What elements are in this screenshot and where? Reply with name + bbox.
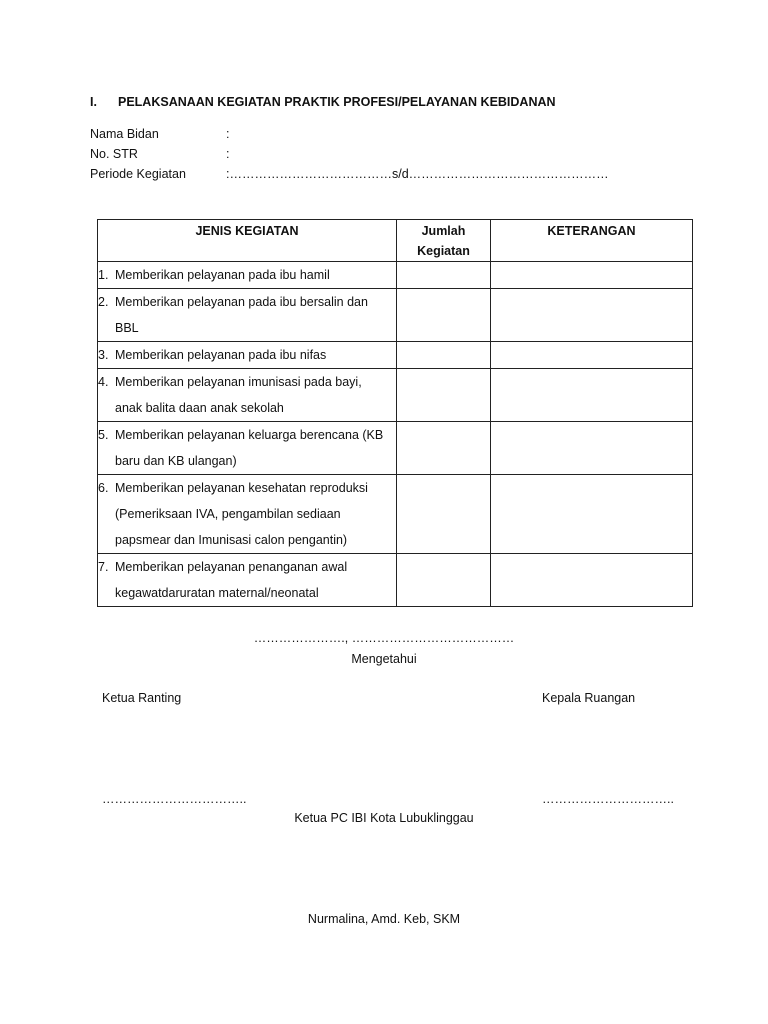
item-text-line: Memberikan pelayanan pada ibu bersalin dan	[115, 295, 368, 309]
kegiatan-table	[97, 219, 693, 607]
keterangan-cell[interactable]	[491, 262, 693, 289]
jumlah-cell[interactable]	[397, 554, 491, 607]
field-no-str-value: :	[226, 147, 230, 161]
field-nama-bidan-value: :	[226, 127, 230, 141]
keterangan-cell[interactable]	[491, 475, 693, 554]
jenis-cell	[98, 422, 397, 475]
ketua-ranting-title: Ketua Ranting	[102, 691, 182, 705]
item-text-line: Memberikan pelayanan imunisasi pada bayi,	[115, 375, 362, 389]
jenis-cell	[98, 369, 397, 422]
item-text-line: anak balita daan anak sekolah	[115, 401, 284, 415]
header-jumlah-kegiatan	[397, 220, 491, 262]
table-row	[98, 289, 693, 342]
header-jenis-kegiatan: JENIS KEGIATAN	[98, 220, 397, 262]
jumlah-cell[interactable]	[397, 475, 491, 554]
section-title: PELAKSANAAN KEGIATAN PRAKTIK PROFESI/PELAYANAN KEBIDANAN	[118, 95, 556, 109]
jenis-cell	[98, 554, 397, 607]
jumlah-cell[interactable]	[397, 422, 491, 475]
table-header-row	[98, 220, 693, 262]
item-text-line: Memberikan pelayanan keluarga berencana (KB	[115, 428, 384, 442]
item-text-line: papsmear dan Imunisasi calon pengantin)	[115, 533, 348, 547]
header-jumlah-line1: Jumlah	[421, 224, 466, 238]
item-number: 7.	[98, 560, 109, 574]
jenis-cell	[98, 475, 397, 554]
ketua-pc-name: Nurmalina, Amd. Keb, SKM	[307, 912, 461, 926]
item-number: 5.	[98, 428, 109, 442]
field-periode-value: :…………………………………s/d…………………………………………	[226, 167, 609, 181]
jumlah-cell[interactable]	[397, 369, 491, 422]
item-number: 1.	[98, 268, 109, 282]
field-no-str-label: No. STR	[90, 147, 138, 161]
jenis-cell	[98, 262, 397, 289]
table-row	[98, 369, 693, 422]
item-number: 4.	[98, 375, 109, 389]
item-text-line: (Pemeriksaan IVA, pengambilan sediaan	[115, 507, 341, 521]
item-number: 3.	[98, 348, 109, 362]
table-row	[98, 422, 693, 475]
keterangan-cell[interactable]	[491, 422, 693, 475]
jumlah-cell[interactable]	[397, 342, 491, 369]
header-jumlah-line2: Kegiatan	[417, 244, 470, 258]
keterangan-cell[interactable]	[491, 554, 693, 607]
field-nama-bidan-label: Nama Bidan	[90, 127, 159, 141]
item-number: 6.	[98, 481, 109, 495]
jenis-cell	[98, 342, 397, 369]
item-text-line: kegawatdaruratan maternal/neonatal	[115, 586, 319, 600]
place-date-line: …………………., …………………………………	[253, 631, 515, 645]
keterangan-cell[interactable]	[491, 289, 693, 342]
item-text-line: Memberikan pelayanan penanganan awal	[115, 560, 348, 574]
item-text-line: Memberikan pelayanan pada ibu nifas	[115, 348, 327, 362]
ketua-pc-title: Ketua PC IBI Kota Lubuklinggau	[294, 811, 474, 825]
item-number: 2.	[98, 295, 109, 309]
jumlah-cell[interactable]	[397, 262, 491, 289]
keterangan-cell[interactable]	[491, 342, 693, 369]
ketua-ranting-signature-line: ……………………………..	[102, 792, 247, 806]
table-row	[98, 262, 693, 289]
item-text-line: Memberikan pelayanan kesehatan reproduksi	[115, 481, 368, 495]
jumlah-cell[interactable]	[397, 289, 491, 342]
mengetahui-label: Mengetahui	[351, 652, 417, 666]
section-number: I.	[90, 95, 97, 109]
table-row	[98, 554, 693, 607]
item-text-line: Memberikan pelayanan pada ibu hamil	[115, 268, 330, 282]
jenis-cell	[98, 289, 397, 342]
header-keterangan: KETERANGAN	[491, 220, 693, 262]
table-row	[98, 475, 693, 554]
item-text-line: BBL	[115, 321, 139, 335]
kepala-ruangan-title: Kepala Ruangan	[542, 691, 636, 705]
keterangan-cell[interactable]	[491, 369, 693, 422]
field-periode-label: Periode Kegiatan	[90, 167, 186, 181]
item-text-line: baru dan KB ulangan)	[115, 454, 237, 468]
kepala-ruangan-signature-line: …………………………..	[542, 792, 674, 806]
table-row	[98, 342, 693, 369]
